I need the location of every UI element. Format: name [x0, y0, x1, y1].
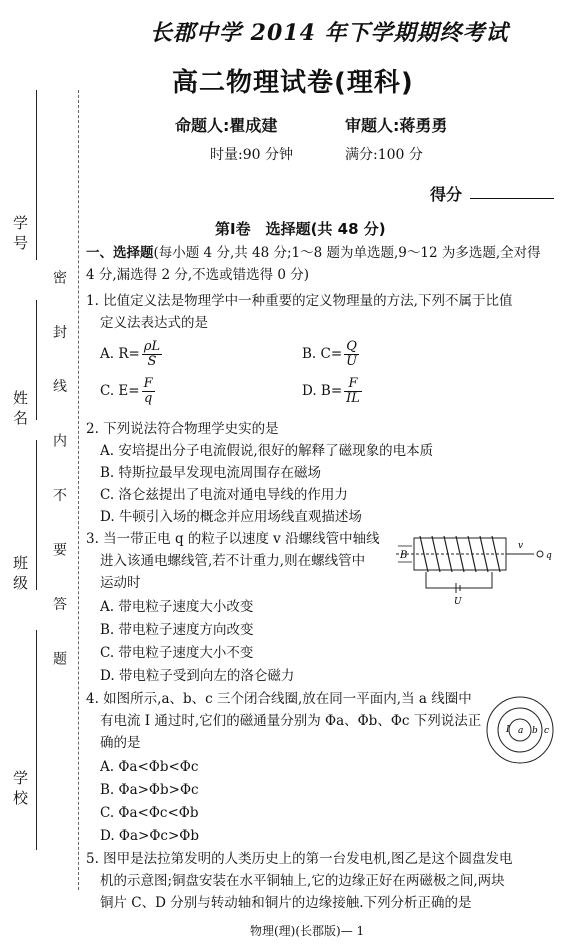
q5-line1: 5. 图甲是法拉第发明的人类历史上的第一台发电机,图乙是这个圆盘发电 [86, 851, 513, 867]
reviewer: 审题人:蒋勇勇 [345, 116, 448, 135]
q1-option-a[interactable] [100, 340, 162, 369]
margin-line-2 [36, 300, 37, 420]
circuit-wire [426, 572, 492, 588]
q2-option-d[interactable]: D. 牛顿引入场的概念并应用场线直观描述场 [100, 509, 362, 525]
score-label: 得分 [430, 185, 463, 204]
score-total: 满分:100 分 [345, 147, 423, 163]
score-blank[interactable] [470, 198, 554, 199]
q1-b-den: U [346, 354, 358, 369]
q1-b-num: Q [344, 340, 359, 355]
margin-dashed-line [78, 90, 79, 890]
q4-line2: 有电流 I 通过时,它们的磁通量分别为 Φa、Φb、Φc 下列说法正 [100, 713, 482, 729]
fig-c-label: c [544, 726, 550, 736]
q1-line1: 1. 比值定义法是物理学中一种重要的定义物理量的方法,下列不属于比值 [86, 293, 513, 309]
q2-option-b[interactable]: B. 特斯拉最早发现电流周围存在磁场 [100, 465, 322, 481]
q1-option-c[interactable] [100, 377, 155, 406]
q1-c-num: F [143, 376, 153, 391]
particle-icon [537, 551, 543, 557]
margin-class: 班 级 [11, 555, 29, 590]
q3-option-d[interactable]: D. 带电粒子受到向左的洛仑磁力 [100, 668, 295, 684]
q1-a-frac [142, 340, 162, 369]
margin-line-3 [36, 440, 37, 590]
q5-line3: 铜片 C、D 分别与转动轴和铜片的边缘接触.下列分析正确的是 [100, 895, 472, 911]
q3-line2: 进入该通电螺线管,若不计重力,则在螺线管中 [100, 553, 366, 569]
setter: 命题人:瞿成建 [175, 116, 278, 135]
page-footer: 物理(理)(长郡版)— 1 [250, 924, 365, 938]
q3-line3: 运动时 [100, 575, 141, 591]
margin-student-no: 学 号 [11, 215, 29, 250]
q2-stem: 2. 下列说法符合物理学史实的是 [86, 421, 279, 437]
part-instr-2: 4 分,漏选得 2 分,不选或错选得 0 分) [86, 267, 310, 283]
q1-d-num: F [344, 377, 362, 392]
school-title: 长郡中学 2014 年下学期期终考试 [150, 20, 509, 46]
q4-line3: 确的是 [100, 735, 141, 751]
margin-name: 姓 名 [11, 390, 29, 425]
part-instructions [86, 242, 541, 264]
q1-a-lhs: A. R= [100, 346, 140, 362]
fig-a-label: a [518, 726, 524, 736]
q5-line2: 机的示意图;铜盘安装在水平铜轴上,它的边缘正好在两磁极之间,两块 [100, 873, 505, 889]
q1-d-den: IL [346, 391, 360, 406]
fig-u-label: U [454, 597, 462, 607]
fig-b-label: B [400, 550, 408, 561]
fig-b-label: b [532, 726, 538, 736]
margin-line-1 [36, 90, 37, 260]
q1-option-d[interactable] [302, 377, 362, 406]
q1-d-frac [344, 377, 362, 406]
q4-option-b[interactable]: B. Φa>Φb>Φc [100, 782, 199, 798]
q3-option-b[interactable]: B. 带电粒子速度方向改变 [100, 622, 254, 638]
fig-q-label: q [546, 551, 552, 561]
margin-warning: 密 封 线 内 不 要 答 题 [51, 270, 67, 684]
q1-c-den: q [143, 391, 153, 406]
q1-a-num: ρL [143, 339, 161, 354]
q2-option-c[interactable]: C. 洛仑兹提出了电流对通电导线的作用力 [100, 487, 348, 503]
q1-c-lhs: C. E= [100, 383, 140, 399]
part-heading: 一、选择题 [86, 245, 154, 261]
q3-line1: 3. 当一带正电 q 的粒子以速度 v 沿螺线管中轴线 [86, 531, 380, 547]
q1-c-frac [142, 377, 155, 406]
margin-school: 学 校 [11, 770, 29, 805]
loops-figure [484, 694, 556, 766]
q1-d-lhs: D. B= [302, 383, 343, 399]
q3-option-c[interactable]: C. 带电粒子速度大小不变 [100, 645, 254, 661]
margin-line-4 [36, 630, 37, 850]
section-title: 第Ⅰ卷 选择题(共 48 分) [215, 220, 386, 238]
q4-option-c[interactable]: C. Φa<Φc<Φb [100, 805, 199, 821]
q4-line1: 4. 如图所示,a、b、c 三个闭合线圈,放在同一平面内,当 a 线圈中 [86, 691, 472, 707]
solenoid-figure [396, 528, 556, 608]
q1-b-frac [344, 340, 359, 369]
q1-a-den: S [147, 354, 157, 369]
q1-option-b[interactable] [302, 340, 359, 369]
q1-line2: 定义法表达式的是 [100, 315, 208, 331]
q4-option-a[interactable]: A. Φa<Φb<Φc [100, 759, 199, 775]
part-instr-1: (每小题 4 分,共 48 分;1～8 题为单选题,9～12 为多选题,全对得 [153, 245, 541, 261]
fig-i-label: I [506, 725, 510, 735]
fig-v-label: v [518, 541, 524, 551]
q2-option-a[interactable]: A. 安培提出分子电流假说,很好的解释了磁现象的电本质 [100, 443, 434, 459]
exam-time: 时量:90 分钟 [210, 147, 293, 163]
q1-b-lhs: B. C= [302, 346, 343, 362]
q3-option-a[interactable]: A. 带电粒子速度大小改变 [100, 599, 254, 615]
exam-title: 高二物理试卷(理科) [172, 68, 414, 98]
q4-option-d[interactable]: D. Φa>Φc>Φb [100, 828, 200, 844]
